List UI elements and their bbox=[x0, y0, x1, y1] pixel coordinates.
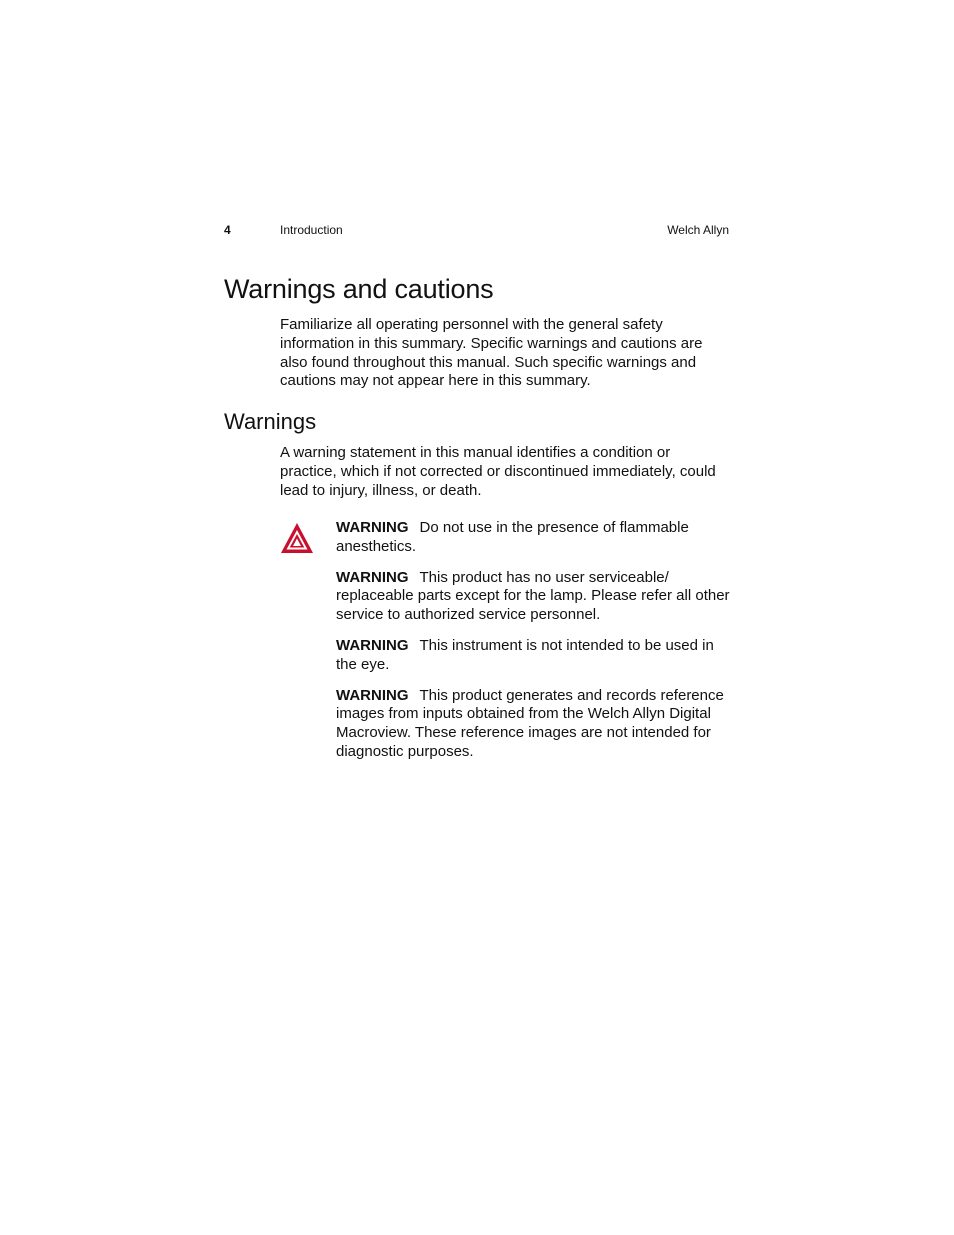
warning-item bbox=[336, 569, 731, 625]
intro-paragraph: Familiarize all operating personnel with the general safety information in this summary. Specific warnings and cautions are also found throughout this manual. Such specific warnings and cautions may not appear here in this summary. bbox=[280, 316, 703, 390]
warning-triangle-icon bbox=[279, 521, 315, 555]
warning-item bbox=[336, 637, 731, 675]
page-number: 4 bbox=[224, 223, 231, 237]
warning-label: WARNING bbox=[336, 568, 409, 586]
warning-item bbox=[336, 687, 731, 762]
page-title: Warnings and cautions bbox=[224, 274, 494, 304]
warnings-intro-paragraph: A warning statement in this manual identifies a condition or practice, which if not corrected or discontinued immediately, could lead to injury, illness, or death. bbox=[280, 444, 716, 499]
warnings-heading: Warnings bbox=[224, 409, 317, 434]
warning-label: WARNING bbox=[336, 636, 409, 654]
warning-item bbox=[336, 519, 731, 557]
warnings-list bbox=[336, 519, 731, 774]
warning-text: This product generates and records reference images from inputs obtained from the Welch Allyn Digital Macroview. These reference images are not intended for diagnostic purposes. bbox=[336, 686, 724, 760]
warning-text: This instrument is not intended to be used in the eye. bbox=[336, 636, 714, 673]
section-name: Introduction bbox=[280, 223, 343, 237]
page-header bbox=[224, 221, 729, 239]
warning-label: WARNING bbox=[336, 686, 409, 704]
brand-name: Welch Allyn bbox=[667, 223, 729, 237]
warning-text: This product has no user serviceable/ replaceable parts except for the lamp. Please refer all other service to authorized service personnel. bbox=[336, 568, 730, 624]
warning-label: WARNING bbox=[336, 519, 409, 536]
warning-text: Do not use in the presence of flammable anesthetics. bbox=[336, 519, 689, 555]
